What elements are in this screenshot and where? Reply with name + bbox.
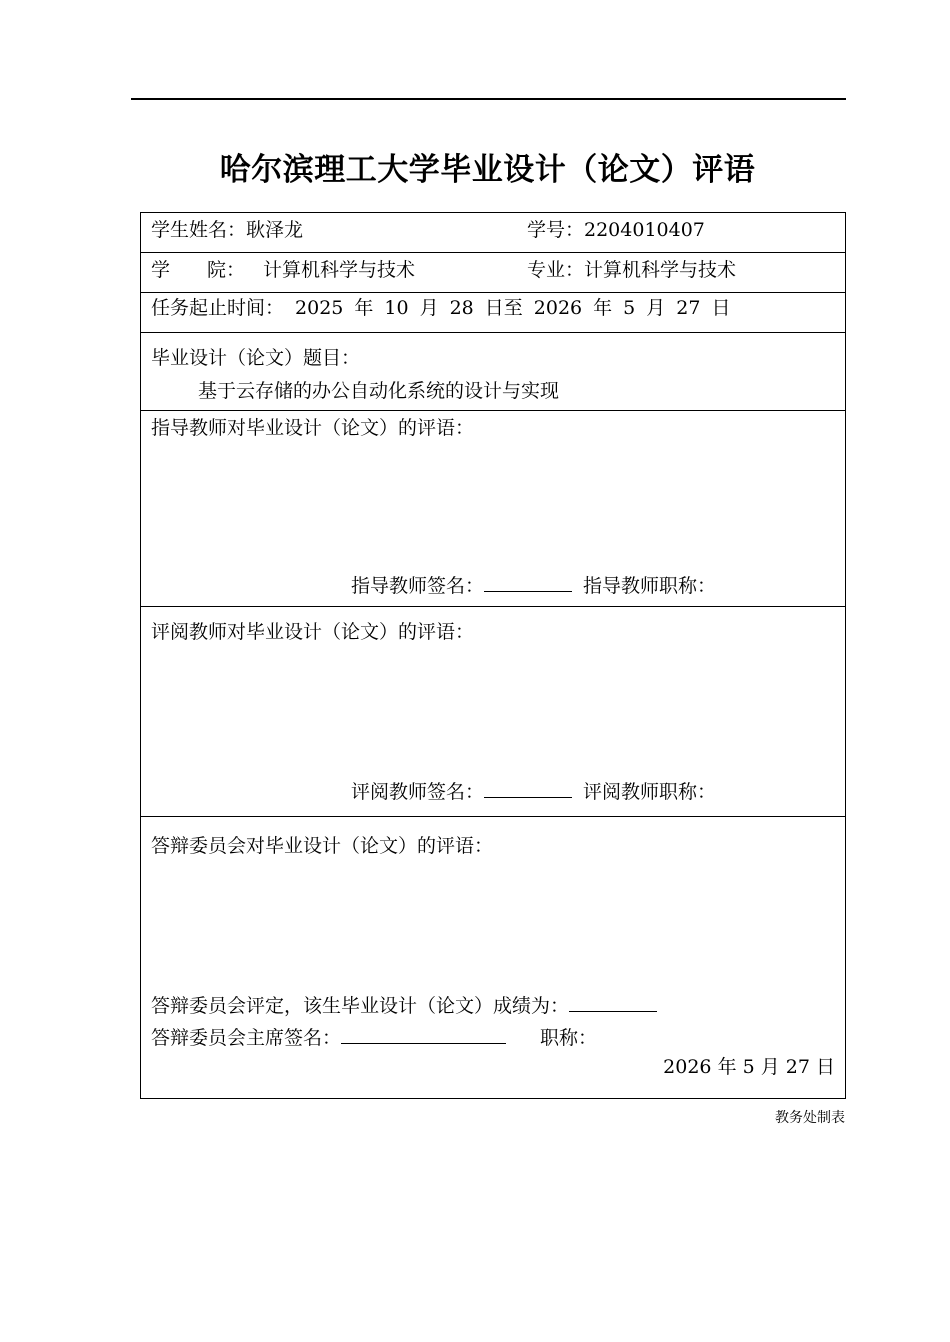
start-month-unit: 月 xyxy=(419,297,439,319)
reviewer-comment-section xyxy=(141,607,845,817)
major-label: 专业： xyxy=(527,259,585,281)
committee-comment-heading: 答辩委员会对毕业设计（论文）的评语： xyxy=(151,835,494,857)
start-day: 28 xyxy=(449,297,474,319)
major-value: 计算机科学与技术 xyxy=(584,259,737,281)
chair-signature-field[interactable] xyxy=(341,1023,506,1044)
document-title: 哈尔滨理工大学毕业设计（论文）评语 xyxy=(219,152,756,188)
committee-date: 2026 年 5 月 27 日 xyxy=(663,1056,835,1078)
grade-field[interactable] xyxy=(569,991,657,1012)
topic-label: 毕业设计（论文）题目： xyxy=(151,347,361,369)
committee-section xyxy=(141,817,845,1098)
committee-chair-title-label: 职称： xyxy=(540,1027,598,1049)
committee-chair-label: 答辩委员会主席签名： xyxy=(151,1027,342,1049)
end-year-unit: 年 xyxy=(593,297,613,319)
advisor-title-label: 指导教师职称： xyxy=(583,575,717,597)
start-month: 10 xyxy=(384,297,409,319)
reviewer-sign-label: 评阅教师签名： xyxy=(351,781,485,803)
student-name-value: 耿泽龙 xyxy=(246,219,304,241)
end-year: 2026 xyxy=(533,297,583,319)
evaluation-form-table xyxy=(140,212,846,1099)
footer-note: 教务处制表 xyxy=(775,1110,845,1126)
end-day: 27 xyxy=(676,297,701,319)
advisor-comment-heading: 指导教师对毕业设计（论文）的评语： xyxy=(151,417,475,439)
end-month: 5 xyxy=(623,297,636,319)
college-label-first: 学 xyxy=(151,259,171,281)
period-line xyxy=(151,295,730,321)
committee-grade-line xyxy=(151,991,657,1019)
college-value: 计算机科学与技术 xyxy=(263,259,416,281)
college-row xyxy=(141,253,845,293)
student-id-label: 学号： xyxy=(527,219,585,241)
student-row xyxy=(141,213,845,253)
end-day-unit: 日 xyxy=(711,297,731,319)
reviewer-sign-line xyxy=(351,777,716,805)
student-id-value: 2204010407 xyxy=(584,219,705,241)
start-year: 2025 xyxy=(295,297,344,319)
period-to: 日至 xyxy=(484,297,523,319)
start-year-unit: 年 xyxy=(354,297,374,319)
topic-row xyxy=(141,333,845,411)
period-label: 任务起止时间： xyxy=(151,297,285,319)
student-name-label: 学生姓名： xyxy=(151,219,247,241)
advisor-comment-section xyxy=(141,411,845,607)
advisor-sign-label: 指导教师签名： xyxy=(351,575,485,597)
end-month-unit: 月 xyxy=(646,297,666,319)
period-row xyxy=(141,293,845,333)
advisor-signature-field[interactable] xyxy=(484,571,572,592)
advisor-sign-line xyxy=(351,571,716,599)
reviewer-comment-heading: 评阅教师对毕业设计（论文）的评语： xyxy=(151,621,475,643)
reviewer-signature-field[interactable] xyxy=(484,777,572,798)
college-label-second: 院： xyxy=(207,259,246,281)
top-rule xyxy=(131,98,846,100)
committee-chair-line xyxy=(151,1023,597,1051)
committee-grade-label: 答辩委员会评定，该生毕业设计（论文）成绩为： xyxy=(151,995,570,1017)
topic-value: 基于云存储的办公自动化系统的设计与实现 xyxy=(198,380,560,402)
reviewer-title-label: 评阅教师职称： xyxy=(583,781,717,803)
